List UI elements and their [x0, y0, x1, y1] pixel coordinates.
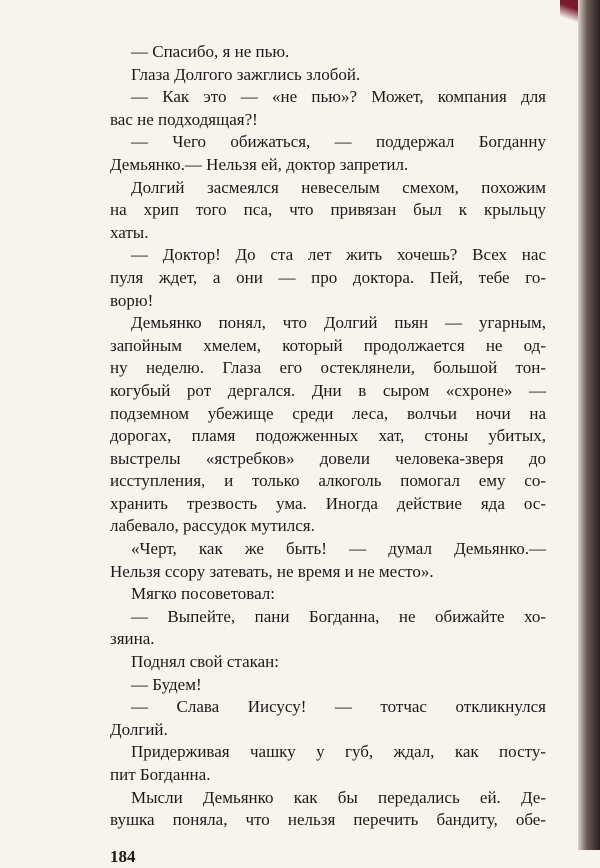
- page-body-text: [110, 41, 546, 832]
- text-line: вушка поняла, что нельзя перечить бандиту, обе-: [110, 810, 546, 830]
- text-line: хранить трезвость ума. Иногда действие яда ос-: [110, 493, 546, 513]
- text-line: зяина.: [110, 629, 155, 649]
- text-line: Мысли Демьянко как бы передались ей. Де-: [131, 787, 546, 807]
- page-number: 184: [110, 846, 136, 866]
- page-content: [110, 41, 546, 868]
- text-line: лабевало, рассудок мутился.: [110, 516, 315, 536]
- text-line: хаты.: [110, 222, 149, 242]
- text-line: когубый рот дергался. Дни в сыром «схроне» —: [110, 380, 546, 400]
- text-line: пит Богданна.: [110, 765, 211, 784]
- text-line: Мягко посоветовал:: [131, 584, 276, 604]
- text-line: — Чего обижаться, — поддержал Богданну: [131, 132, 546, 152]
- page-edge-shadow: [578, 0, 600, 850]
- text-line: ворю!: [110, 290, 154, 310]
- text-line: — Спасибо, я не пью.: [131, 42, 290, 61]
- text-line: запойным хмелем, который продолжается не од-: [110, 335, 546, 355]
- text-line: на хрип того пса, что привязан был к крыльцу: [110, 200, 546, 220]
- text-line: Нельзя ссору затевать, не время и не место».: [110, 561, 434, 581]
- text-line: — Как это — «не пью»? Может, компания для: [131, 87, 546, 107]
- text-line: «Черт, как же быть! — думал Демьянко.—: [131, 539, 546, 559]
- text-line: — Будем!: [131, 674, 202, 694]
- text-line: Демьянко.— Нельзя ей, доктор запретил.: [110, 154, 409, 174]
- text-line: дорогах, пламя подожженных хат, стоны убитых,: [110, 426, 546, 446]
- text-line: подземном убежище среди леса, волчьи ночи на: [110, 403, 546, 423]
- text-line: — Доктор! До ста лет жить хочешь? Всех нас: [131, 245, 546, 265]
- text-line: Долгий засмеялся невеселым смехом, похожим: [131, 177, 546, 197]
- text-line: вас не подходящая?!: [110, 109, 258, 129]
- text-line: выстрелы «ястребков» довели человека-зверя до: [110, 448, 546, 468]
- text-line: Придерживая чашку у губ, ждал, как посту-: [131, 742, 546, 762]
- text-line: ну неделю. Глаза его остеклянели, большой тон-: [110, 358, 546, 378]
- text-line: Демьянко понял, что Долгий пьян — угарным,: [131, 313, 546, 333]
- text-line: Поднял свой стакан:: [131, 652, 279, 672]
- text-line: Глаза Долгого зажглись злобой.: [131, 64, 361, 84]
- text-line: пуля ждет, а они — про доктора. Пей, тебе го-: [110, 267, 546, 287]
- text-line: исступления, и только алкоголь помогал ему со-: [110, 471, 546, 491]
- text-line: — Слава Иисусу! — тотчас откликнулся: [131, 697, 546, 717]
- text-line: Долгий.: [110, 719, 168, 739]
- text-line: — Выпейте, пани Богданна, не обижайте хо-: [131, 606, 546, 626]
